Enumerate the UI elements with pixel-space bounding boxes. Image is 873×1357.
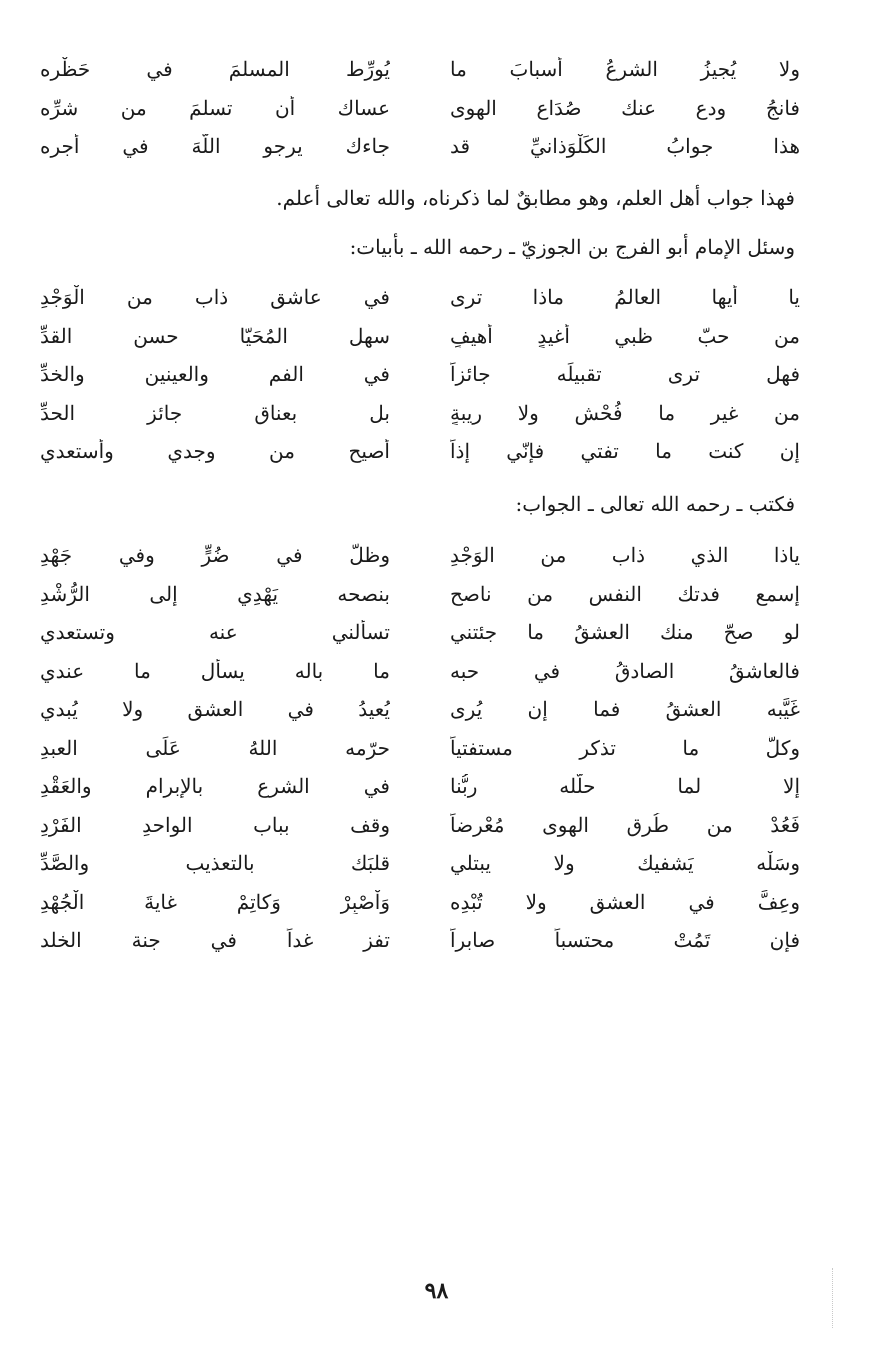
verse-line	[40, 806, 800, 845]
verse-first-hemistich: ياذا الذي ذاب من الوَجْدِ	[450, 543, 800, 568]
page-edge-marks	[832, 1268, 839, 1328]
verse-first-hemistich: فالعاشقُ الصادقُ في حبه	[450, 658, 800, 683]
verse-first-hemistich: وسَلْه يَشفيك ولا يبتلي	[450, 851, 800, 876]
verse-first-hemistich: غَيَّبه العشقُ فما إن يُرى	[450, 697, 800, 722]
verse-second-hemistich: أصيح من وجدي وأستعدي	[40, 439, 390, 464]
verse-second-hemistich: وقف بباب الواحدِ الفَرْدِ	[40, 812, 390, 837]
verse-first-hemistich: إلا لما حلّله ربُّنا	[450, 774, 800, 799]
verse-line	[40, 575, 800, 614]
verse-line	[40, 394, 800, 433]
verse-line	[40, 432, 800, 471]
verse-line	[40, 652, 800, 691]
verse-second-hemistich: بنصحه يَهْدِي إلى الرُّشْدِ	[40, 581, 390, 606]
verse-first-hemistich: يا أيها العالمُ ماذا ترى	[450, 285, 800, 310]
verse-second-hemistich: تفز غداً في جنة الخلد	[40, 928, 390, 953]
verse-first-hemistich: فَعُدْ من طُرقِ الهوى مُعْرِضاً	[450, 812, 800, 837]
verse-second-hemistich: بل بعناقٍ جائزِ الحدِّ	[40, 400, 390, 425]
verse-first-hemistich: من غير ما فُحْشٍ ولا ريبةٍ	[450, 400, 800, 425]
verse-second-hemistich: وَاْصْبِرْ وَكاتِمْ غايةَ الْجُهْدِ	[40, 889, 390, 914]
verse-line	[40, 50, 800, 89]
verse-first-hemistich: وكلُّ ما تذكر مستفتياً	[450, 735, 800, 760]
poem-block-3	[40, 536, 800, 960]
verse-first-hemistich: فانجُ ودع عنك صُدَاع الهوى	[450, 95, 800, 120]
verse-first-hemistich: فإن تَمُتْ محتسباً صابراً	[450, 928, 800, 953]
verse-line	[40, 921, 800, 960]
verse-second-hemistich: في عاشقٍ ذاب من الْوَجْدِ	[40, 285, 390, 310]
verse-line	[40, 317, 800, 356]
verse-line	[40, 883, 800, 922]
verse-first-hemistich: إسمع فدتك النفس من ناصحٍ	[450, 581, 800, 606]
prose-paragraph-answer-intro: فكتب ـ رحمه الله تعالى ـ الجواب:	[515, 492, 795, 516]
page-number: ٩٨	[424, 1278, 449, 1304]
verse-first-hemistich: فهل ترى تقبيلَه جائزاً	[450, 362, 800, 387]
verse-second-hemistich: جاءك يرجو اللّهَ في أجره	[40, 134, 390, 159]
verse-second-hemistich: يُعيدُ في العشقِ ولا يُبدي	[40, 697, 390, 722]
verse-second-hemistich: قلبَك بالتعذيب والصَّدِّ	[40, 851, 390, 876]
verse-first-hemistich: هذا جوابُ الكَلْوَذانيِّ قد	[450, 134, 800, 159]
verse-second-hemistich: حرّمه اللهُ عَلَى العبدِ	[40, 735, 390, 760]
verse-line	[40, 536, 800, 575]
prose-paragraph-conclusion: فهذا جواب أهل العلم، وهو مطابقٌ لما ذكرناه، والله تعالى أعلم.	[276, 186, 795, 210]
verse-second-hemistich: عساك أن تسلمَ من شرِّه	[40, 95, 390, 120]
verse-line	[40, 690, 800, 729]
verse-line	[40, 89, 800, 128]
verse-first-hemistich: لو صحّ منك العشقُ ما جئتني	[450, 620, 800, 645]
verse-second-hemistich: تسألني عنه وتستعدي	[40, 620, 390, 645]
verse-line	[40, 127, 800, 166]
verse-line	[40, 729, 800, 768]
poem-block-1	[40, 50, 800, 166]
verse-line	[40, 844, 800, 883]
verse-second-hemistich: سهلِ المُحَيّا حسنِ القدِّ	[40, 323, 390, 348]
poem-block-2	[40, 278, 800, 471]
verse-second-hemistich: يُورِّط المسلمَ في حَظْره	[40, 57, 390, 82]
verse-first-hemistich: وعِفَّ في العشقِ ولا تُبْدِه	[450, 889, 800, 914]
verse-second-hemistich: في الشرع بالإبرام والعَقْدِ	[40, 774, 390, 799]
verse-second-hemistich: في الفمِ والعينينِ والخدِّ	[40, 362, 390, 387]
verse-first-hemistich: إن كنت ما تفتي فإنّي إذاً	[450, 439, 800, 464]
verse-first-hemistich: من حبّ ظبيٍ أغيدٍ أهيفٍ	[450, 323, 800, 348]
verse-first-hemistich: ولا يُجيزُ الشرعُ أسبابَ ما	[450, 57, 800, 82]
verse-second-hemistich: وظلّ في ضُرٍّ وفي جَهْدِ	[40, 543, 390, 568]
verse-line	[40, 767, 800, 806]
verse-line	[40, 278, 800, 317]
verse-second-hemistich: ما باله يسأل ما عندي	[40, 658, 390, 683]
verse-line	[40, 355, 800, 394]
prose-paragraph-question-intro: وسئل الإمام أبو الفرج بن الجوزيّ ـ رحمه الله ـ بأبيات:	[349, 235, 795, 259]
verse-line	[40, 613, 800, 652]
